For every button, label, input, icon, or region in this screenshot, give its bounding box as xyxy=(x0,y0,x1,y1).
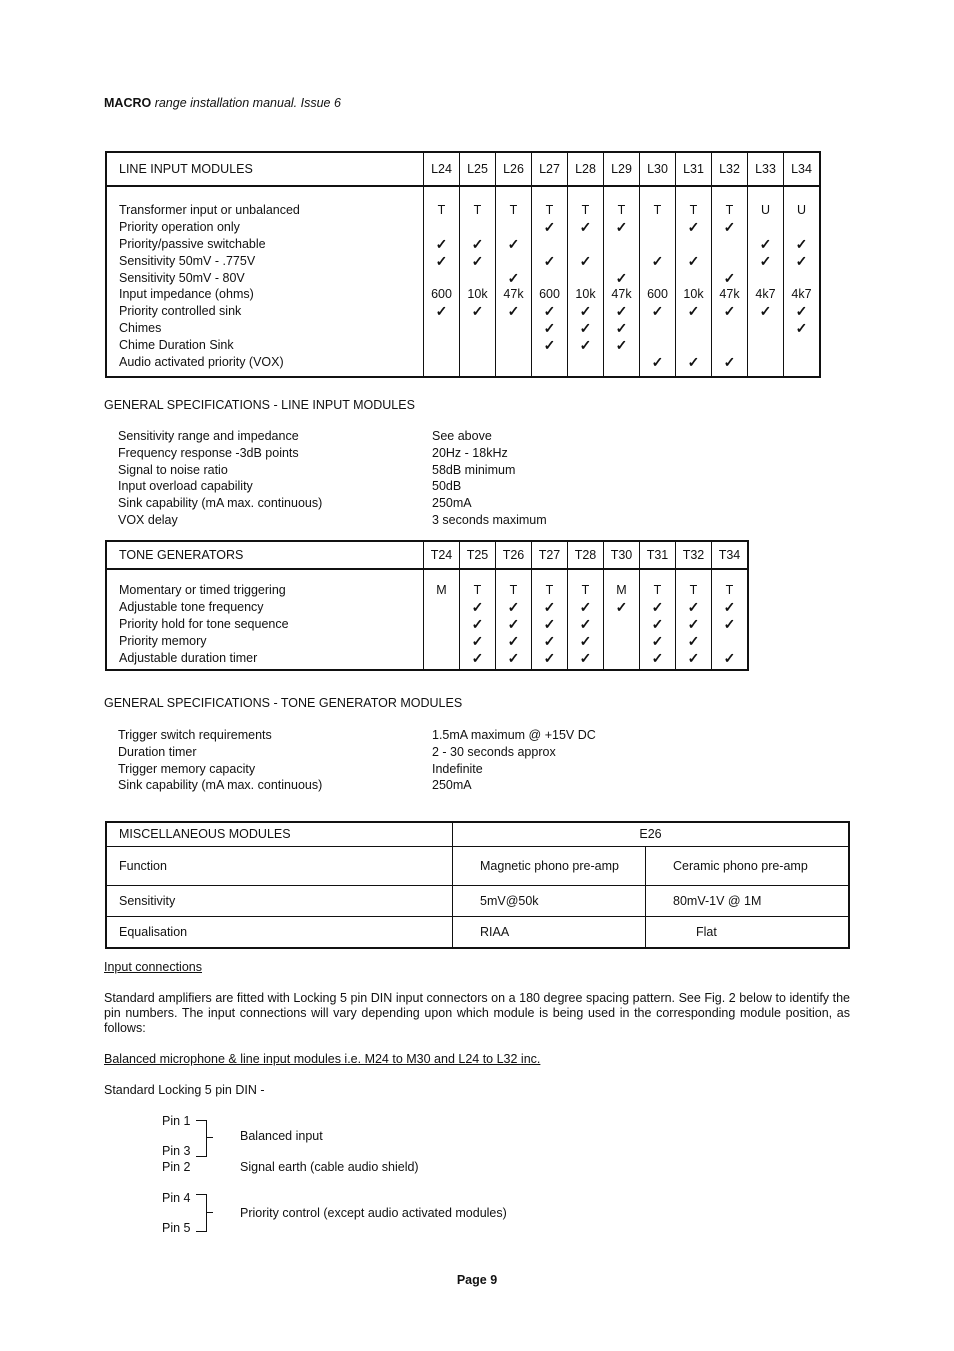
row-label: Audio activated priority (VOX) xyxy=(119,355,284,370)
pin-1-label: Pin 1 xyxy=(162,1114,191,1128)
checkmark-icon: ✓ xyxy=(687,649,700,666)
col-header: L33 xyxy=(748,152,784,186)
cell-value xyxy=(460,270,495,287)
checkmark-icon: ✓ xyxy=(651,598,664,615)
data-column xyxy=(532,186,568,377)
checkmark-icon: ✓ xyxy=(507,615,520,632)
cell-value: 4k7 xyxy=(791,287,812,302)
spec-value: 20Hz - 18kHz xyxy=(432,445,508,460)
line-table-title: LINE INPUT MODULES xyxy=(106,152,424,186)
cell-value: 10k xyxy=(575,287,596,302)
col-header: L29 xyxy=(604,152,640,186)
col-header: T27 xyxy=(532,541,568,569)
line-row-labels xyxy=(106,186,424,377)
row-label: Priority controlled sink xyxy=(119,304,242,319)
brace-tick xyxy=(207,1212,213,1213)
checkmark-icon: ✓ xyxy=(615,303,628,320)
input-connections-paragraph: Standard amplifiers are fitted with Locking 5 pin DIN input connectors on a 180 degree spacing pattern. See Fig. 2 below to identify the pin numbers. The input connections will vary depending upon which module is being used in the corresponding module position, as follows: xyxy=(104,991,850,1035)
checkmark-icon: ✓ xyxy=(579,218,592,235)
cell-value xyxy=(748,320,783,337)
checkmark-icon: ✓ xyxy=(615,598,628,615)
checkmark-icon: ✓ xyxy=(507,269,520,286)
col-header: L27 xyxy=(532,152,568,186)
data-column xyxy=(784,186,821,377)
cell-value: T xyxy=(437,203,446,217)
row-label: Priority hold for tone sequence xyxy=(119,616,289,631)
cell-value: T xyxy=(545,583,554,597)
data-column xyxy=(532,569,568,670)
checkmark-icon: ✓ xyxy=(759,235,772,252)
checkmark-icon: ✓ xyxy=(435,303,448,320)
misc-table-title: MISCELLANEOUS MODULES xyxy=(106,822,453,846)
checkmark-icon: ✓ xyxy=(615,337,628,354)
document-header xyxy=(104,96,341,110)
cell-value xyxy=(604,616,639,633)
cell-value xyxy=(424,650,459,667)
data-column xyxy=(460,569,496,670)
cell-value xyxy=(496,337,531,354)
row-label: Adjustable duration timer xyxy=(119,650,258,665)
cell-value: T xyxy=(473,583,482,597)
checkmark-icon: ✓ xyxy=(579,615,592,632)
misc-model: E26 xyxy=(453,822,850,846)
misc-row-label: Sensitivity xyxy=(106,885,453,916)
checkmark-icon: ✓ xyxy=(687,303,700,320)
checkmark-icon: ✓ xyxy=(687,598,700,615)
data-column xyxy=(496,569,532,670)
input-connections-heading: Input connections xyxy=(104,960,202,974)
cell-value xyxy=(748,219,783,236)
checkmark-icon: ✓ xyxy=(687,218,700,235)
cell-value: 600 xyxy=(539,287,560,302)
spec-value: 2 - 30 seconds approx xyxy=(432,744,556,759)
checkmark-icon: ✓ xyxy=(579,598,592,615)
row-label: Priority memory xyxy=(119,633,207,648)
cell-value: T xyxy=(581,583,590,597)
checkmark-icon: ✓ xyxy=(723,269,736,286)
checkmark-icon: ✓ xyxy=(723,218,736,235)
cell-value xyxy=(496,253,531,270)
cell-value xyxy=(496,354,531,371)
cell-value: T xyxy=(689,583,698,597)
checkmark-icon: ✓ xyxy=(615,218,628,235)
checkmark-icon: ✓ xyxy=(543,252,556,269)
cell-value xyxy=(496,320,531,337)
checkmark-icon: ✓ xyxy=(759,303,772,320)
spec-value: 250mA xyxy=(432,778,472,793)
cell-value: T xyxy=(653,583,662,597)
pin-4-label: Pin 4 xyxy=(162,1191,191,1205)
spec-key: Sink capability (mA max. continuous) xyxy=(118,496,323,511)
spec-key: Input overload capability xyxy=(118,479,253,494)
spec-value: Indefinite xyxy=(432,761,483,776)
checkmark-icon: ✓ xyxy=(723,649,736,666)
brace-tick xyxy=(207,1137,213,1138)
row-label: Adjustable tone frequency xyxy=(119,599,264,614)
pin-5-label: Pin 5 xyxy=(162,1221,191,1235)
data-column xyxy=(676,186,712,377)
data-column xyxy=(424,569,460,670)
checkmark-icon: ✓ xyxy=(759,252,772,269)
misc-cell: Ceramic phono pre-amp xyxy=(646,846,850,885)
cell-value: T xyxy=(509,203,518,217)
checkmark-icon: ✓ xyxy=(723,303,736,320)
data-column xyxy=(748,186,784,377)
cell-value xyxy=(424,219,459,236)
checkmark-icon: ✓ xyxy=(471,252,484,269)
cell-value: T xyxy=(689,203,698,217)
row-label: Sensitivity 50mV - .775V xyxy=(119,253,256,268)
spec-value: 250mA xyxy=(432,496,472,511)
tone-specs-title: GENERAL SPECIFICATIONS - TONE GENERATOR MODULES xyxy=(104,696,463,710)
cell-value xyxy=(568,354,603,371)
checkmark-icon: ✓ xyxy=(543,598,556,615)
col-header: L25 xyxy=(460,152,496,186)
cell-value xyxy=(604,633,639,650)
checkmark-icon: ✓ xyxy=(471,598,484,615)
cell-value: M xyxy=(436,583,447,597)
checkmark-icon: ✓ xyxy=(543,337,556,354)
line-input-modules-table xyxy=(105,151,821,378)
checkmark-icon: ✓ xyxy=(471,303,484,320)
din-label: Standard Locking 5 pin DIN - xyxy=(104,1083,265,1097)
misc-row-label: Function xyxy=(106,846,453,885)
col-header: L24 xyxy=(424,152,460,186)
cell-value xyxy=(424,633,459,650)
col-header: L30 xyxy=(640,152,676,186)
cell-value: T xyxy=(473,203,482,217)
checkmark-icon: ✓ xyxy=(507,598,520,615)
cell-value xyxy=(604,650,639,667)
misc-cell: Magnetic phono pre-amp xyxy=(453,846,646,885)
checkmark-icon: ✓ xyxy=(615,320,628,337)
row-label: Priority operation only xyxy=(119,219,240,234)
cell-value: 47k xyxy=(503,287,524,302)
row-label: Sensitivity 50mV - 80V xyxy=(119,270,245,285)
cell-value xyxy=(784,354,819,371)
cell-value xyxy=(568,270,603,287)
spec-value: 58dB minimum xyxy=(432,462,516,477)
page-number: Page 9 xyxy=(456,1273,498,1287)
row-label: Momentary or timed triggering xyxy=(119,583,286,597)
spec-key: VOX delay xyxy=(118,513,178,527)
balanced-modules-heading: Balanced microphone & line input modules i.e. M24 to M30 and L24 to L32 inc. xyxy=(104,1052,541,1066)
cell-value xyxy=(640,320,675,337)
cell-value xyxy=(460,320,495,337)
spec-key: Duration timer xyxy=(118,744,197,759)
cell-value xyxy=(748,337,783,354)
cell-value xyxy=(676,236,711,253)
checkmark-icon: ✓ xyxy=(795,320,808,337)
cell-value: 47k xyxy=(719,287,740,302)
col-header: L32 xyxy=(712,152,748,186)
cell-value: T xyxy=(725,203,734,217)
checkmark-icon: ✓ xyxy=(579,337,592,354)
cell-value xyxy=(424,270,459,287)
data-column xyxy=(568,186,604,377)
checkmark-icon: ✓ xyxy=(471,649,484,666)
cell-value: U xyxy=(760,203,771,217)
misc-row-label: Equalisation xyxy=(106,916,453,948)
spec-key: Sensitivity range and impedance xyxy=(118,429,299,443)
spec-value: 3 seconds maximum xyxy=(432,513,547,527)
checkmark-icon: ✓ xyxy=(687,354,700,371)
spec-key: Sink capability (mA max. continuous) xyxy=(118,778,323,793)
misc-cell: RIAA xyxy=(453,916,646,948)
cell-value xyxy=(424,616,459,633)
spec-key: Signal to noise ratio xyxy=(118,462,228,477)
cell-value xyxy=(748,354,783,371)
cell-value xyxy=(460,219,495,236)
checkmark-icon: ✓ xyxy=(651,632,664,649)
brand-name: MACRO xyxy=(104,96,152,110)
checkmark-icon: ✓ xyxy=(579,252,592,269)
checkmark-icon: ✓ xyxy=(543,615,556,632)
checkmark-icon: ✓ xyxy=(543,632,556,649)
data-column xyxy=(496,186,532,377)
cell-value xyxy=(712,337,747,354)
cell-value: T xyxy=(653,203,662,217)
pin-2-label: Pin 2 xyxy=(162,1160,191,1174)
row-label: Chimes xyxy=(119,321,162,336)
cell-value xyxy=(424,337,459,354)
checkmark-icon: ✓ xyxy=(579,303,592,320)
cell-value xyxy=(532,270,567,287)
checkmark-icon: ✓ xyxy=(687,252,700,269)
col-header: T34 xyxy=(712,541,749,569)
row-label: Transformer input or unbalanced xyxy=(119,203,300,217)
checkmark-icon: ✓ xyxy=(687,632,700,649)
brace-pin-1-3 xyxy=(196,1120,207,1157)
checkmark-icon: ✓ xyxy=(615,269,628,286)
row-label: Chime Duration Sink xyxy=(119,338,234,353)
cell-value xyxy=(784,270,819,287)
col-header: L26 xyxy=(496,152,532,186)
data-column xyxy=(676,569,712,670)
cell-value xyxy=(424,320,459,337)
col-header: T32 xyxy=(676,541,712,569)
cell-value: T xyxy=(725,583,734,597)
data-column xyxy=(640,186,676,377)
cell-value xyxy=(676,320,711,337)
spec-key: Trigger memory capacity xyxy=(118,761,256,776)
priority-control-label: Priority control (except audio activated modules) xyxy=(240,1206,507,1220)
cell-value xyxy=(604,253,639,270)
row-label: Priority/passive switchable xyxy=(119,236,266,251)
cell-value xyxy=(748,270,783,287)
cell-value xyxy=(676,270,711,287)
cell-value xyxy=(604,236,639,253)
cell-value xyxy=(604,354,639,371)
cell-value: 600 xyxy=(431,287,452,302)
checkmark-icon: ✓ xyxy=(651,252,664,269)
cell-value: 10k xyxy=(467,287,488,302)
checkmark-icon: ✓ xyxy=(507,303,520,320)
header-subtitle: range installation manual. Issue 6 xyxy=(151,96,341,110)
signal-earth-label: Signal earth (cable audio shield) xyxy=(240,1160,419,1174)
cell-value xyxy=(532,236,567,253)
checkmark-icon: ✓ xyxy=(651,615,664,632)
checkmark-icon: ✓ xyxy=(507,632,520,649)
data-column xyxy=(640,569,676,670)
balanced-input-label: Balanced input xyxy=(240,1129,323,1143)
cell-value: M xyxy=(616,583,627,597)
tone-row-labels xyxy=(106,569,424,670)
checkmark-icon: ✓ xyxy=(723,615,736,632)
checkmark-icon: ✓ xyxy=(471,235,484,252)
checkmark-icon: ✓ xyxy=(795,303,808,320)
cell-value: T xyxy=(545,203,554,217)
checkmark-icon: ✓ xyxy=(471,632,484,649)
checkmark-icon: ✓ xyxy=(471,615,484,632)
cell-value: 47k xyxy=(611,287,632,302)
checkmark-icon: ✓ xyxy=(795,252,808,269)
checkmark-icon: ✓ xyxy=(435,252,448,269)
spec-key: Frequency response -3dB points xyxy=(118,445,299,460)
row-label: Input impedance (ohms) xyxy=(119,287,254,302)
checkmark-icon: ✓ xyxy=(543,320,556,337)
cell-value xyxy=(640,219,675,236)
data-column xyxy=(424,186,460,377)
cell-value xyxy=(712,633,747,650)
col-header: L28 xyxy=(568,152,604,186)
data-column xyxy=(460,186,496,377)
cell-value xyxy=(784,337,819,354)
checkmark-icon: ✓ xyxy=(543,218,556,235)
spec-key: Trigger switch requirements xyxy=(118,728,272,742)
cell-value xyxy=(496,219,531,236)
col-header: L34 xyxy=(784,152,821,186)
tone-generators-table xyxy=(105,540,749,671)
col-header: T24 xyxy=(424,541,460,569)
cell-value xyxy=(532,354,567,371)
checkmark-icon: ✓ xyxy=(579,649,592,666)
checkmark-icon: ✓ xyxy=(651,649,664,666)
checkmark-icon: ✓ xyxy=(579,632,592,649)
checkmark-icon: ✓ xyxy=(507,649,520,666)
checkmark-icon: ✓ xyxy=(579,320,592,337)
spec-value: 50dB xyxy=(432,479,462,494)
col-header: T26 xyxy=(496,541,532,569)
spec-value: See above xyxy=(432,429,492,443)
cell-value: T xyxy=(581,203,590,217)
cell-value xyxy=(712,320,747,337)
brace-pin-4-5 xyxy=(196,1194,207,1232)
cell-value xyxy=(640,236,675,253)
col-header: T28 xyxy=(568,541,604,569)
data-column xyxy=(712,569,749,670)
checkmark-icon: ✓ xyxy=(651,303,664,320)
data-column xyxy=(712,186,748,377)
col-header: T31 xyxy=(640,541,676,569)
checkmark-icon: ✓ xyxy=(543,649,556,666)
cell-value xyxy=(568,236,603,253)
cell-value: 10k xyxy=(683,287,704,302)
cell-value xyxy=(784,219,819,236)
misc-cell: 5mV@50k xyxy=(453,885,646,916)
cell-value xyxy=(712,253,747,270)
pin-3-label: Pin 3 xyxy=(162,1144,191,1158)
misc-cell: Flat xyxy=(646,916,850,948)
checkmark-icon: ✓ xyxy=(651,354,664,371)
cell-value xyxy=(424,599,459,616)
data-column xyxy=(604,569,640,670)
checkmark-icon: ✓ xyxy=(507,235,520,252)
checkmark-icon: ✓ xyxy=(543,303,556,320)
cell-value: T xyxy=(509,583,518,597)
col-header: L31 xyxy=(676,152,712,186)
cell-value xyxy=(460,337,495,354)
cell-value: U xyxy=(796,203,807,217)
cell-value xyxy=(640,337,675,354)
checkmark-icon: ✓ xyxy=(795,235,808,252)
cell-value xyxy=(460,354,495,371)
cell-value: 600 xyxy=(647,287,668,302)
col-header: T30 xyxy=(604,541,640,569)
tone-table-title: TONE GENERATORS xyxy=(106,541,424,569)
spec-value: 1.5mA maximum @ +15V DC xyxy=(432,728,596,742)
cell-value xyxy=(640,270,675,287)
data-column xyxy=(568,569,604,670)
misc-modules-table xyxy=(105,821,850,949)
cell-value xyxy=(424,354,459,371)
cell-value: T xyxy=(617,203,626,217)
data-column xyxy=(604,186,640,377)
checkmark-icon: ✓ xyxy=(435,235,448,252)
checkmark-icon: ✓ xyxy=(687,615,700,632)
line-specs-title: GENERAL SPECIFICATIONS - LINE INPUT MODULES xyxy=(104,398,415,412)
cell-value xyxy=(712,236,747,253)
cell-value: 4k7 xyxy=(755,287,776,302)
checkmark-icon: ✓ xyxy=(723,598,736,615)
checkmark-icon: ✓ xyxy=(723,354,736,371)
misc-cell: 80mV-1V @ 1M xyxy=(646,885,850,916)
col-header: T25 xyxy=(460,541,496,569)
cell-value xyxy=(676,337,711,354)
